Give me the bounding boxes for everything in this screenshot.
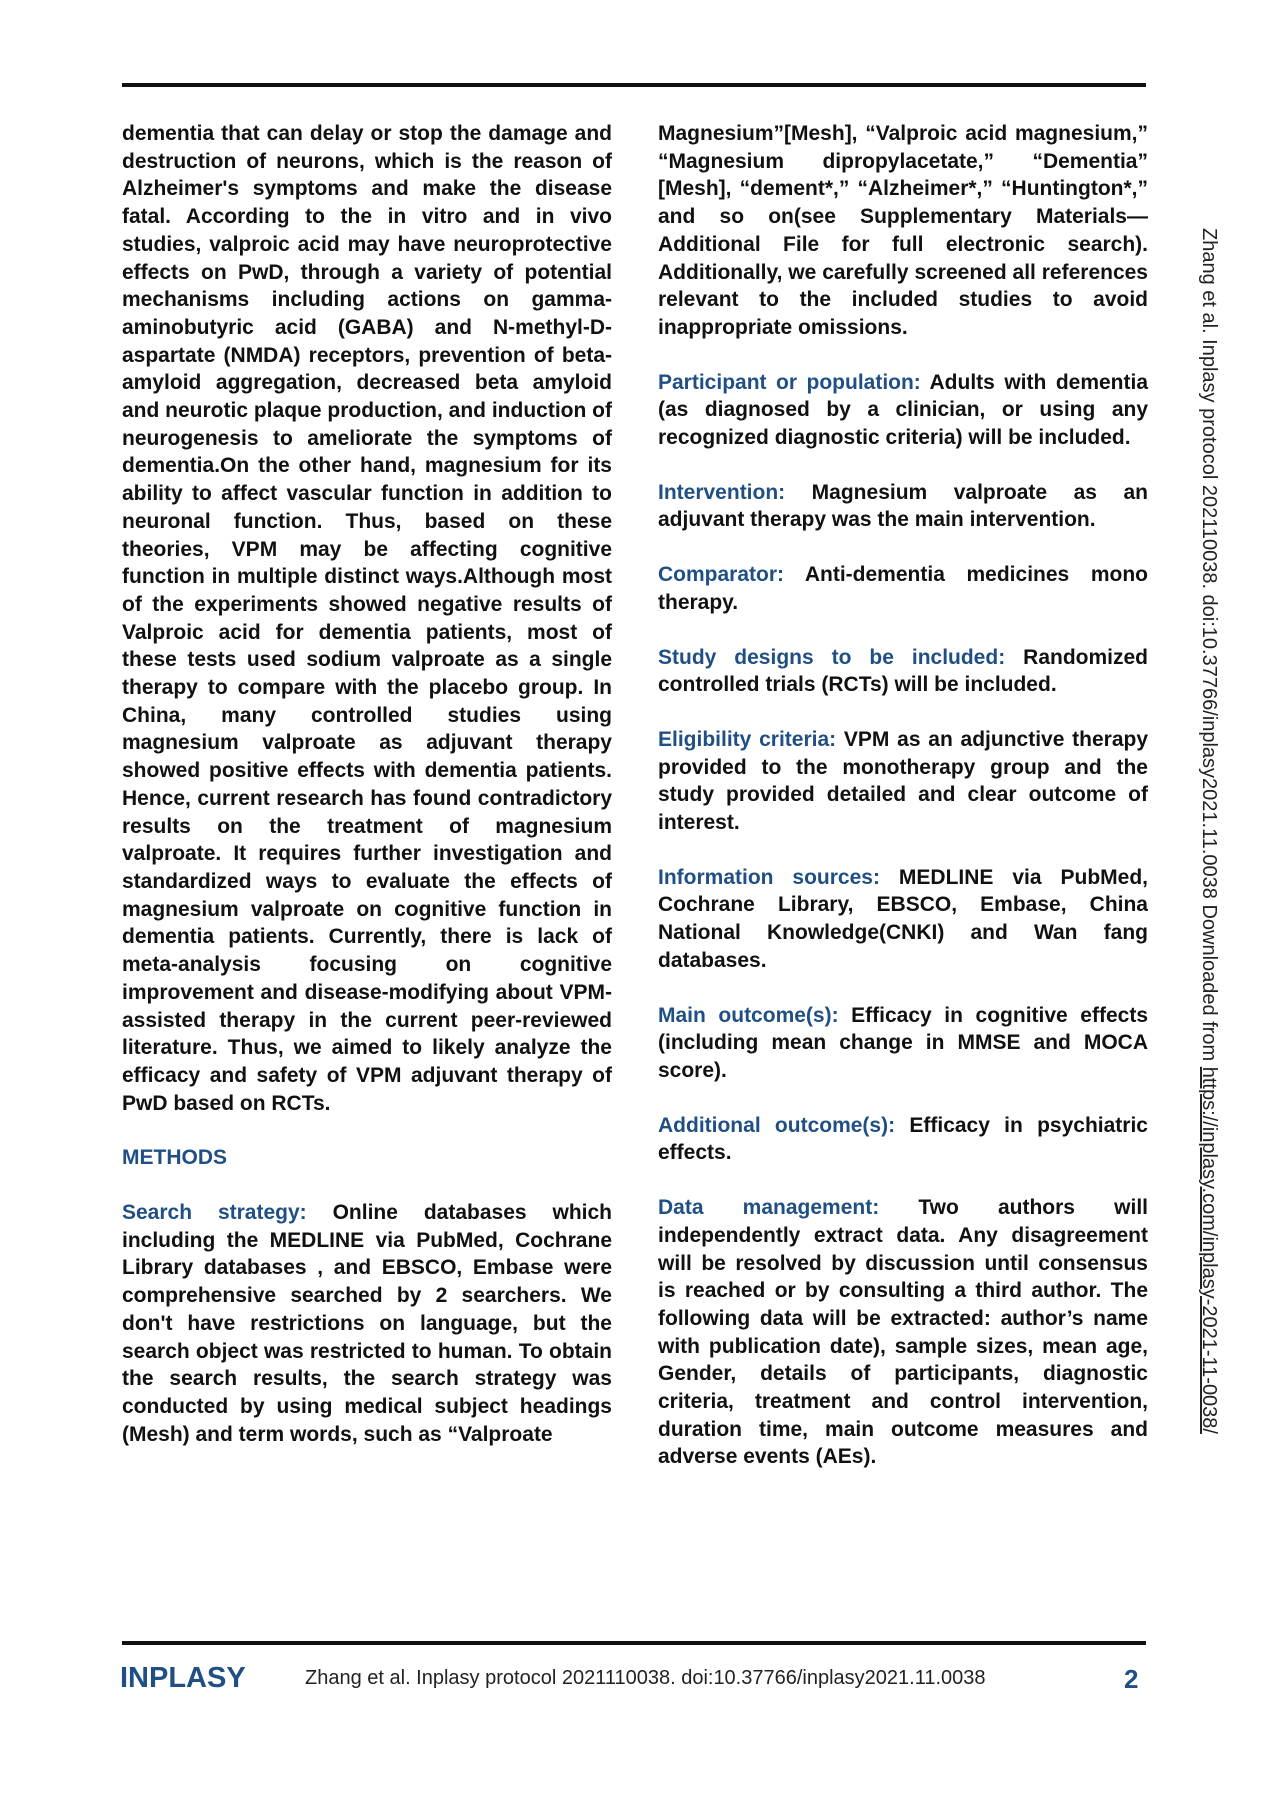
section-label: Eligibility criteria:: [658, 727, 837, 751]
side-note-link[interactable]: https://inplasy.com/inplasy-2021-11-0038/: [1198, 1066, 1220, 1434]
section-intervention: [658, 479, 1148, 534]
footer-brand-logo: INPLASY: [120, 1662, 246, 1694]
section-eligibility: [658, 726, 1148, 837]
section-participant: [658, 369, 1148, 452]
section-label: Intervention:: [658, 480, 786, 504]
top-rule: [122, 83, 1146, 87]
section-label: Data management:: [658, 1196, 880, 1220]
section-main-outcomes: [658, 1002, 1148, 1085]
section-label: Additional outcome(s):: [658, 1113, 896, 1137]
section-information-sources: [658, 864, 1148, 975]
intro-paragraph: dementia that can delay or stop the damage and destruction of neurons, which is the reason of Alzheimer's symptoms and make the disease fatal. According to the in vitro and in vivo studies, valproic acid may have neuroprotective effects on PwD, through a variety of potential mechanisms including actions on gamma-aminobutyric acid (GABA) and N-methyl-D-aspartate (NMDA) receptors, prevention of beta-amyloid aggregation, decreased beta amyloid and neurotic plaque production, and induction of neurogenesis to ameliorate the symptoms of dementia.On the other hand, magnesium for its ability to affect vascular function in addition to neuronal function. Thus, based on these theories, VPM may be affecting cognitive function in multiple distinct ways.Although most of the experiments showed negative results of Valproic acid for dementia patients, most of these tests used sodium valproate as a single therapy to compare with the placebo group. In China, many controlled studies using magnesium valproate as adjuvant therapy showed positive effects with dementia patients. Hence, current research has found contradictory results on the treatment of magnesium valproate. It requires further investigation and standardized ways to evaluate the effects of magnesium valproate on cognitive function in dementia patients. Currently, there is lack of meta-analysis focusing on cognitive improvement and disease-modifying about VPM-assisted therapy in the current peer-reviewed literature. Thus, we aimed to likely analyze the efficacy and safety of VPM adjuvant therapy of PwD based on RCTs.: [122, 122, 612, 1115]
left-column: [122, 120, 612, 1475]
page-number: 2: [1124, 1664, 1139, 1694]
bottom-rule: [122, 1641, 1146, 1645]
search-strategy-paragraph: [122, 1199, 612, 1448]
side-note-text: Zhang et al. Inplasy protocol 202110038. doi:10.37766/inplasy2021.11.0038 Downloaded from: [1198, 228, 1220, 1067]
section-label: Information sources:: [658, 865, 880, 889]
section-label: Main outcome(s):: [658, 1003, 839, 1027]
search-strategy-text: Online databases which including the MEDLINE via PubMed, Cochrane Library databases , and EBSCO, Embase were comprehensive searched by 2 searchers. We don't have restrictions on language, but the search object was restricted to human. To obtain the search results, the search strategy was conducted by using medical subject headings (Mesh) and term words, such as “Valproate: [122, 1201, 612, 1446]
section-label: Study designs to be included:: [658, 645, 1006, 669]
search-strategy-label: Search strategy:: [122, 1201, 307, 1225]
section-comparator: [658, 561, 1148, 616]
section-text: Efficacy in psychiatric effects.: [658, 1113, 1148, 1165]
right-column: [658, 120, 1148, 1498]
section-label: Participant or population:: [658, 370, 921, 394]
section-label: Comparator:: [658, 563, 785, 587]
section-data-management: [658, 1194, 1148, 1471]
section-study-designs: [658, 644, 1148, 699]
footer-citation: Zhang et al. Inplasy protocol 2021110038. doi:10.37766/inplasy2021.11.0038: [305, 1667, 986, 1689]
section-text: Two authors will independently extract data. Any disagreement will be resolved by discussion until consensus is reached or by consulting a third author. The following data will be extracted: author’s name with publication date), sample sizes, mean age, Gender, details of participants, diagnostic criteria, treatment and control intervention, duration time, main outcome measures and adverse events (AEs).: [658, 1196, 1148, 1469]
section-text: Magnesium valproate as an adjuvant therapy was the main intervention.: [658, 480, 1148, 532]
side-download-note: [1196, 228, 1220, 1628]
search-strategy-continued: Magnesium”[Mesh], “Valproic acid magnesium,” “Magnesium dipropylacetate,” “Dementia” [Mesh], “dement*,” “Alzheimer*,” “Huntington*,” and so on(see Supplementary Materials—Additional File for full electronic search). Additionally, we carefully screened all references relevant to the included studies to avoid inappropriate omissions.: [658, 122, 1148, 339]
section-text: Randomized controlled trials (RCTs) will be included.: [658, 645, 1148, 697]
section-text: Efficacy in cognitive effects (including mean change in MMSE and MOCA score).: [658, 1003, 1148, 1082]
methods-heading: METHODS: [122, 1146, 227, 1170]
section-text: MEDLINE via PubMed, Cochrane Library, EBSCO, Embase, China National Knowledge(CNKI) and Wan fang databases.: [658, 865, 1148, 972]
section-text: Adults with dementia (as diagnosed by a clinician, or using any recognized diagnostic criteria) will be included.: [658, 370, 1149, 450]
section-additional-outcomes: [658, 1112, 1148, 1167]
section-text: Anti-dementia medicines mono therapy.: [658, 563, 1148, 614]
section-text: VPM as an adjunctive therapy provided to the monotherapy group and the study provided detailed and clear outcome of interest.: [658, 727, 1149, 835]
